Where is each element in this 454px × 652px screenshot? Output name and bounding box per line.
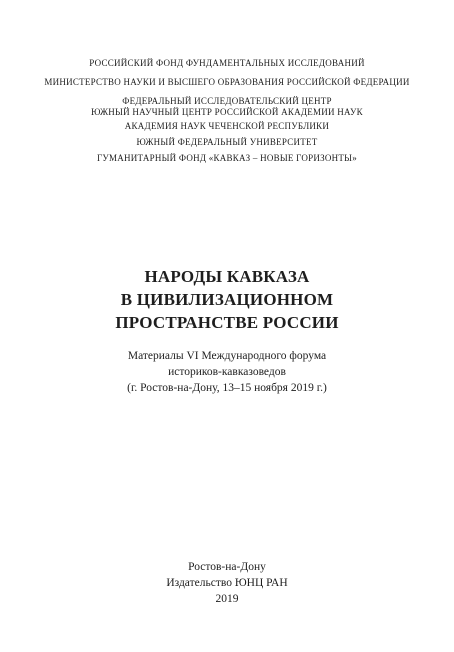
book-title-line-2: В ЦИВИЛИЗАЦИОННОМ — [120, 290, 334, 309]
org-ministry: МИНИСТЕРСТВО НАУКИ И ВЫСШЕГО ОБРАЗОВАНИЯ РОССИЙСКОЙ ФЕДЕРАЦИИ — [44, 77, 410, 87]
imprint-year: 2019 — [215, 593, 239, 605]
org-research-center: ФЕДЕРАЛЬНЫЙ ИССЛЕДОВАТЕЛЬСКИЙ ЦЕНТР — [122, 96, 332, 106]
org-south-science-center: ЮЖНЫЙ НАУЧНЫЙ ЦЕНТР РОССИЙСКОЙ АКАДЕМИИ НАУК — [91, 107, 363, 117]
org-southern-federal-university: ЮЖНЫЙ ФЕДЕРАЛЬНЫЙ УНИВЕРСИТЕТ — [136, 137, 318, 147]
org-rffi: РОССИЙСКИЙ ФОНД ФУНДАМЕНТАЛЬНЫХ ИССЛЕДОВАНИЙ — [89, 58, 365, 68]
imprint-publisher: Издательство ЮНЦ РАН — [166, 577, 288, 589]
subtitle-line-2: историков-кавказоведов — [168, 366, 286, 378]
book-title-line-1: НАРОДЫ КАВКАЗА — [144, 267, 310, 286]
imprint-city: Ростов-на-Дону — [188, 561, 266, 573]
book-title-line-3: ПРОСТРАНСТВЕ РОССИИ — [115, 313, 339, 332]
org-chechen-academy: АКАДЕМИЯ НАУК ЧЕЧЕНСКОЙ РЕСПУБЛИКИ — [124, 121, 330, 131]
subtitle-line-3: (г. Ростов-на-Дону, 13–15 ноября 2019 г.) — [127, 382, 327, 394]
org-humanitarian-fund: ГУМАНИТАРНЫЙ ФОНД «КАВКАЗ – НОВЫЕ ГОРИЗОНТЫ» — [96, 153, 358, 163]
subtitle-line-1: Материалы VI Международного форума — [127, 350, 327, 362]
